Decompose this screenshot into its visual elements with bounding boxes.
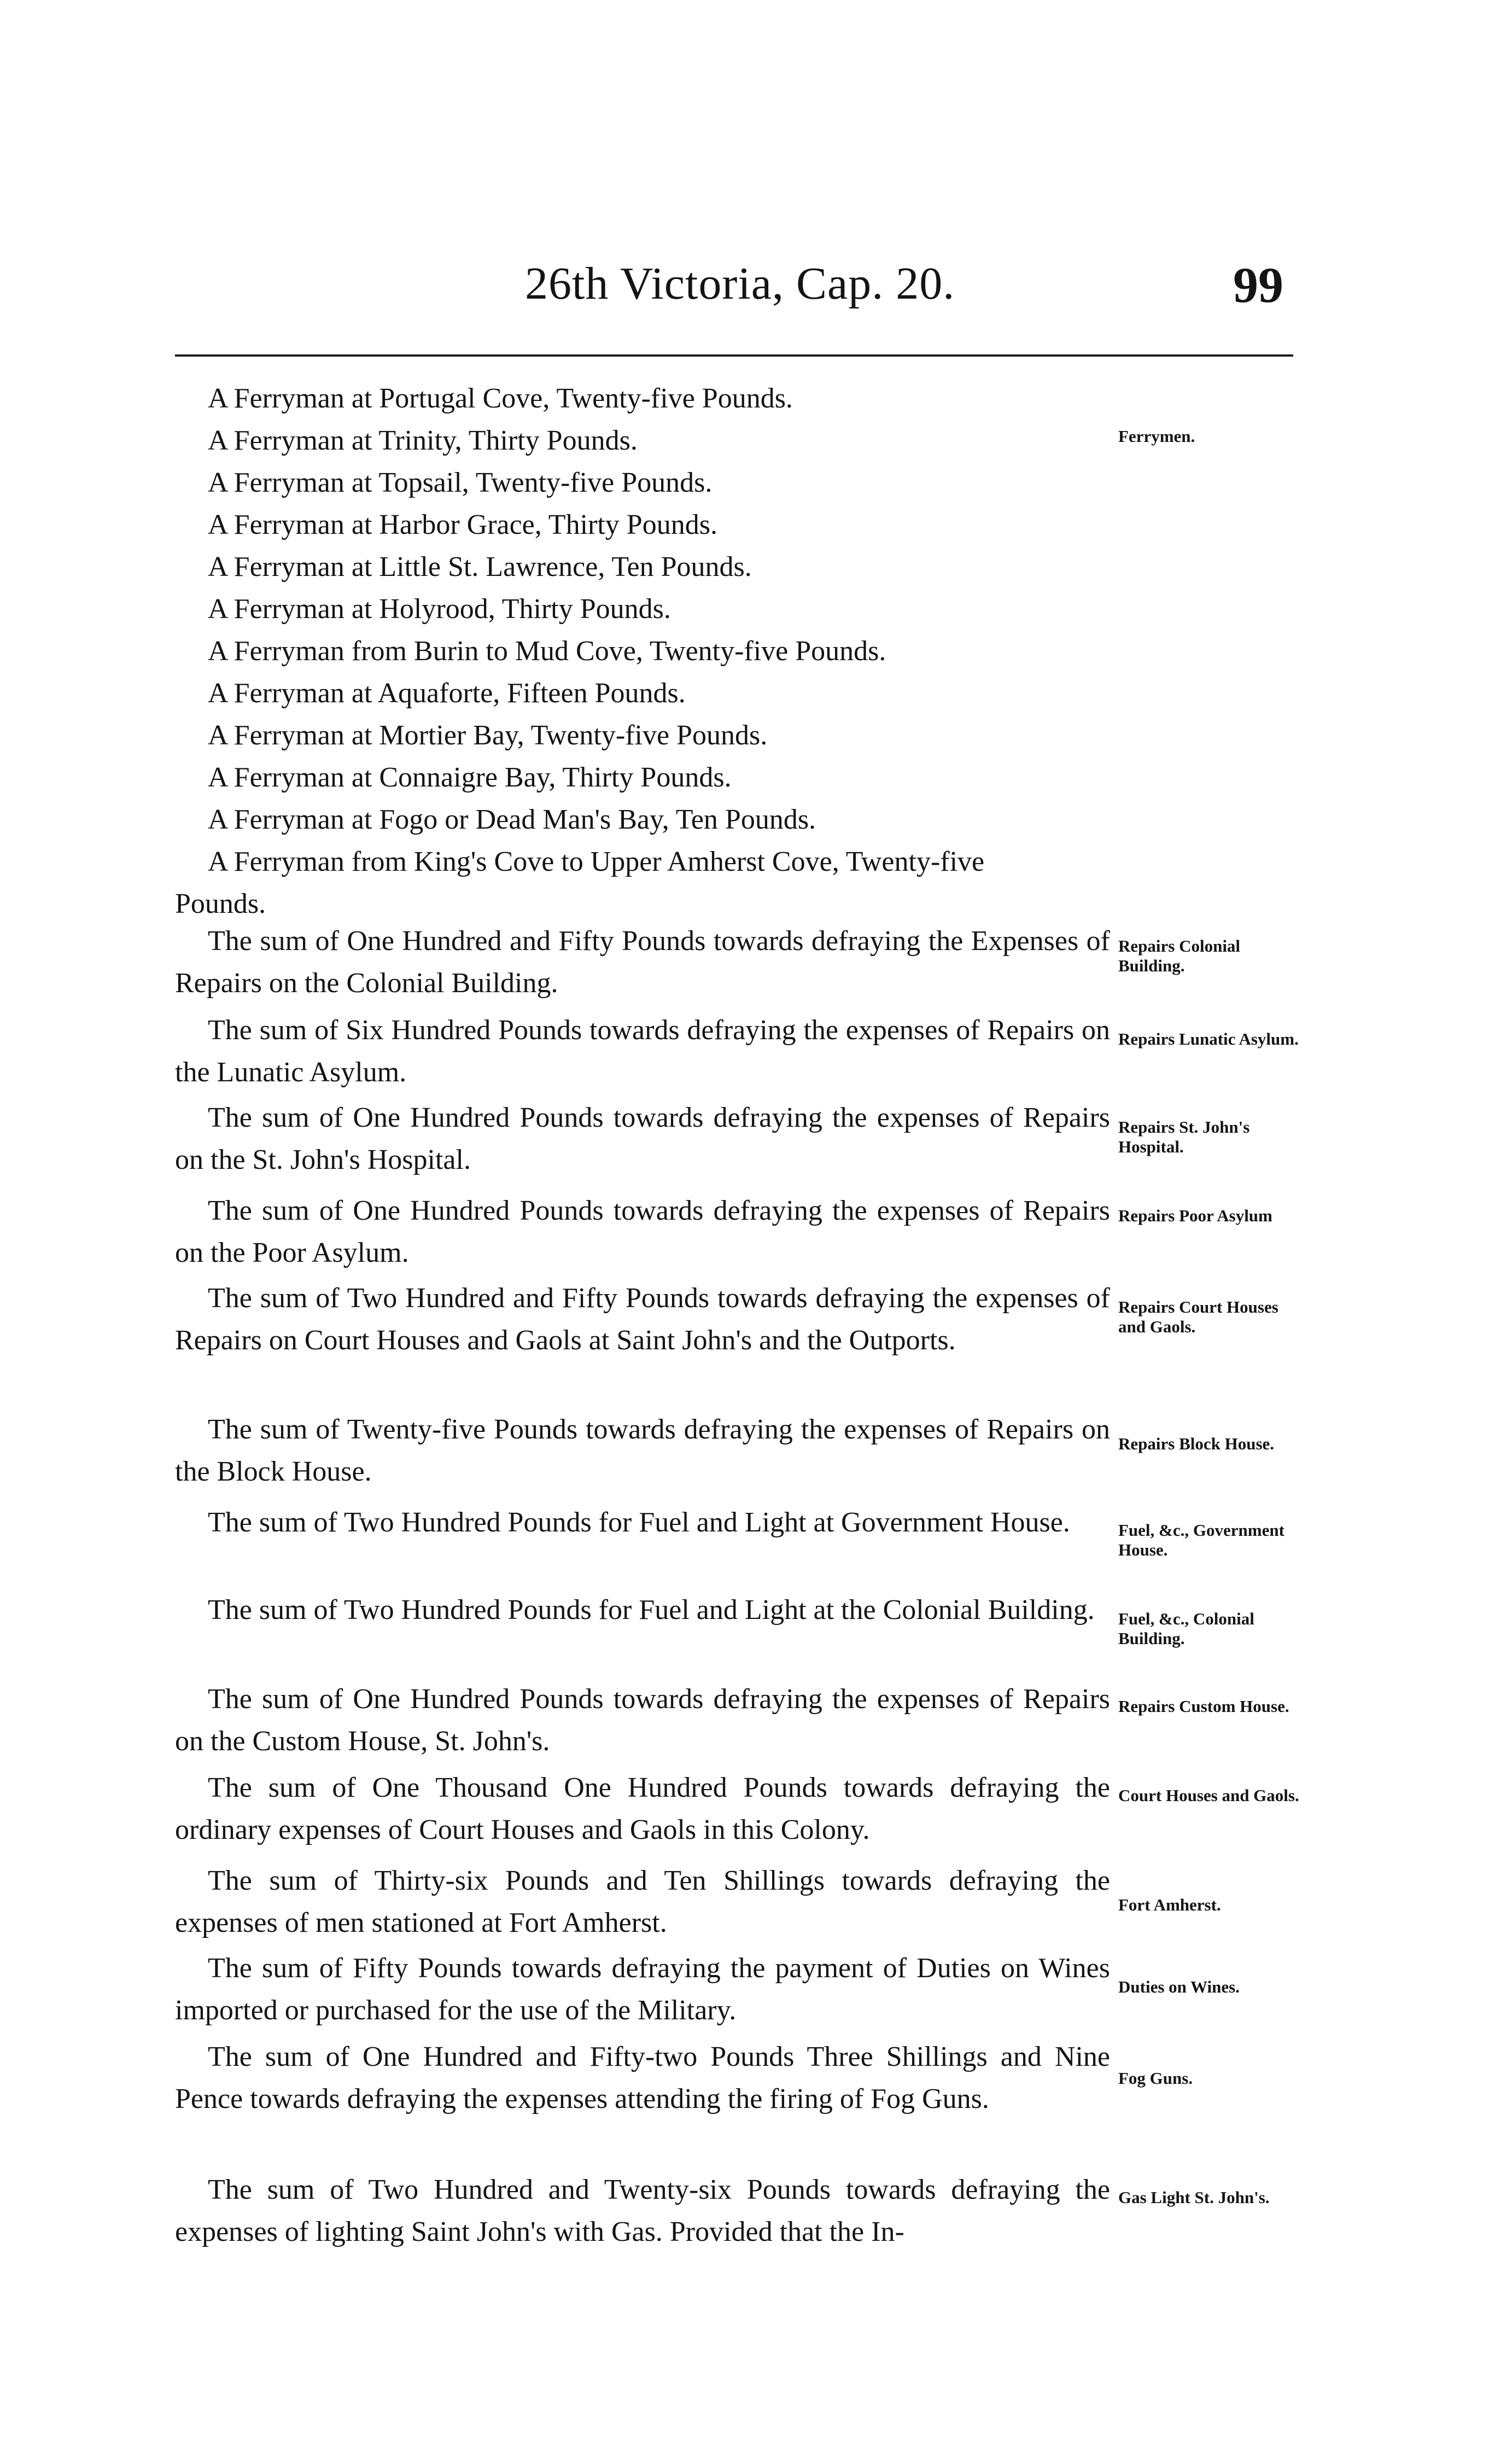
- margin-note: Repairs Block House.: [1118, 1434, 1275, 1453]
- ferryman-line: A Ferryman at Portugal Cove, Twenty-five Pounds.: [208, 383, 793, 414]
- margin-note: Repairs Lunatic Asylum.: [1118, 1029, 1299, 1048]
- margin-note: Fort Amherst.: [1118, 1895, 1221, 1914]
- page-number: 99: [1233, 257, 1283, 313]
- appropriation-paragraph: The sum of One Hundred Pounds towards defraying the expenses of Repairs on the Poor Asylum.: [175, 1195, 1110, 1268]
- margin-note: Fuel, &c., Government House.: [1118, 1521, 1284, 1559]
- margin-note: Gas Light St. John's.: [1118, 2188, 1270, 2207]
- ferryman-line: A Ferryman at Harbor Grace, Thirty Pounds.: [208, 509, 717, 540]
- margin-note: Court Houses and Gaols.: [1118, 1786, 1299, 1805]
- margin-note: Fog Guns.: [1118, 2069, 1193, 2088]
- appropriation-paragraph: The sum of One Thousand One Hundred Pounds towards defraying the ordinary expenses of Court Houses and Gaols in this Colony.: [175, 1772, 1110, 1845]
- header-rule: [175, 354, 1293, 357]
- appropriation-paragraph: The sum of One Hundred and Fifty Pounds towards defraying the Expenses of Repairs on the Colonial Building.: [175, 925, 1110, 999]
- margin-note: Repairs Poor Asylum: [1118, 1206, 1272, 1225]
- margin-note: Repairs Custom House.: [1118, 1697, 1289, 1716]
- appropriation-paragraph: The sum of Two Hundred and Twenty-six Pounds towards defraying the expenses of lighting Saint John's with Gas. Provided that the In-: [175, 2174, 1110, 2247]
- appropriation-paragraph: The sum of Two Hundred Pounds for Fuel and Light at the Colonial Building.: [208, 1594, 1095, 1626]
- running-head: 26th Victoria, Cap. 20.: [525, 258, 955, 309]
- appropriation-paragraph: The sum of One Hundred and Fifty-two Pounds Three Shillings and Nine Pence towards defraying the expenses attending the firing of Fog Guns.: [175, 2041, 1110, 2115]
- appropriation-paragraph: The sum of Twenty-five Pounds towards defraying the expenses of Repairs on the Block House.: [175, 1414, 1110, 1487]
- ferryman-list: [175, 377, 1116, 925]
- appropriation-paragraph: The sum of Two Hundred Pounds for Fuel and Light at Government House.: [208, 1507, 1070, 1538]
- page-header: [0, 257, 1489, 323]
- ferryman-line: A Ferryman at Connaigre Bay, Thirty Pounds.: [208, 762, 732, 793]
- ferryman-line: Pounds.: [175, 888, 266, 919]
- ferryman-line: A Ferryman at Topsail, Twenty-five Pounds.: [208, 467, 713, 498]
- appropriation-paragraph: The sum of Fifty Pounds towards defraying the payment of Duties on Wines imported or purchased for the use of the Military.: [175, 1953, 1110, 2026]
- appropriation-paragraph: The sum of Thirty-six Pounds and Ten Shillings towards defraying the expenses of men stationed at Fort Amherst.: [175, 1865, 1110, 1938]
- appropriation-paragraph: The sum of One Hundred Pounds towards defraying the expenses of Repairs on the St. John's Hospital.: [175, 1102, 1110, 1175]
- margin-note: Repairs St. John's Hospital.: [1118, 1117, 1250, 1156]
- appropriation-paragraph: The sum of Two Hundred and Fifty Pounds towards defraying the expenses of Repairs on Court Houses and Gaols at Saint John's and the Outports.: [175, 1283, 1110, 1356]
- appropriation-paragraph: The sum of One Hundred Pounds towards defraying the expenses of Repairs on the Custom House, St. John's.: [175, 1684, 1110, 1757]
- margin-note: Repairs Court Houses and Gaols.: [1118, 1297, 1278, 1336]
- ferryman-line: A Ferryman at Little St. Lawrence, Ten Pounds.: [208, 551, 752, 582]
- ferryman-line: A Ferryman at Holyrood, Thirty Pounds.: [208, 593, 671, 625]
- ferryman-line: A Ferryman from Burin to Mud Cove, Twenty-five Pounds.: [208, 636, 886, 667]
- margin-note: Duties on Wines.: [1118, 1977, 1240, 1996]
- ferryman-line: A Ferryman at Aquaforte, Fifteen Pounds.: [208, 678, 686, 709]
- margin-note: Repairs Colonial Building.: [1118, 936, 1241, 975]
- ferryman-line: A Ferryman at Trinity, Thirty Pounds.: [208, 425, 638, 456]
- margin-note-ferrymen: Ferrymen.: [1118, 427, 1195, 446]
- ferryman-line: A Ferryman at Fogo or Dead Man's Bay, Ten Pounds.: [208, 804, 816, 835]
- ferryman-line: A Ferryman from King's Cove to Upper Amherst Cove, Twenty-five: [208, 846, 985, 877]
- ferryman-line: A Ferryman at Mortier Bay, Twenty-five Pounds.: [208, 720, 768, 751]
- margin-note: Fuel, &c., Colonial Building.: [1118, 1609, 1254, 1648]
- appropriation-paragraph: The sum of Six Hundred Pounds towards defraying the expenses of Repairs on the Lunatic Asylum.: [175, 1015, 1110, 1088]
